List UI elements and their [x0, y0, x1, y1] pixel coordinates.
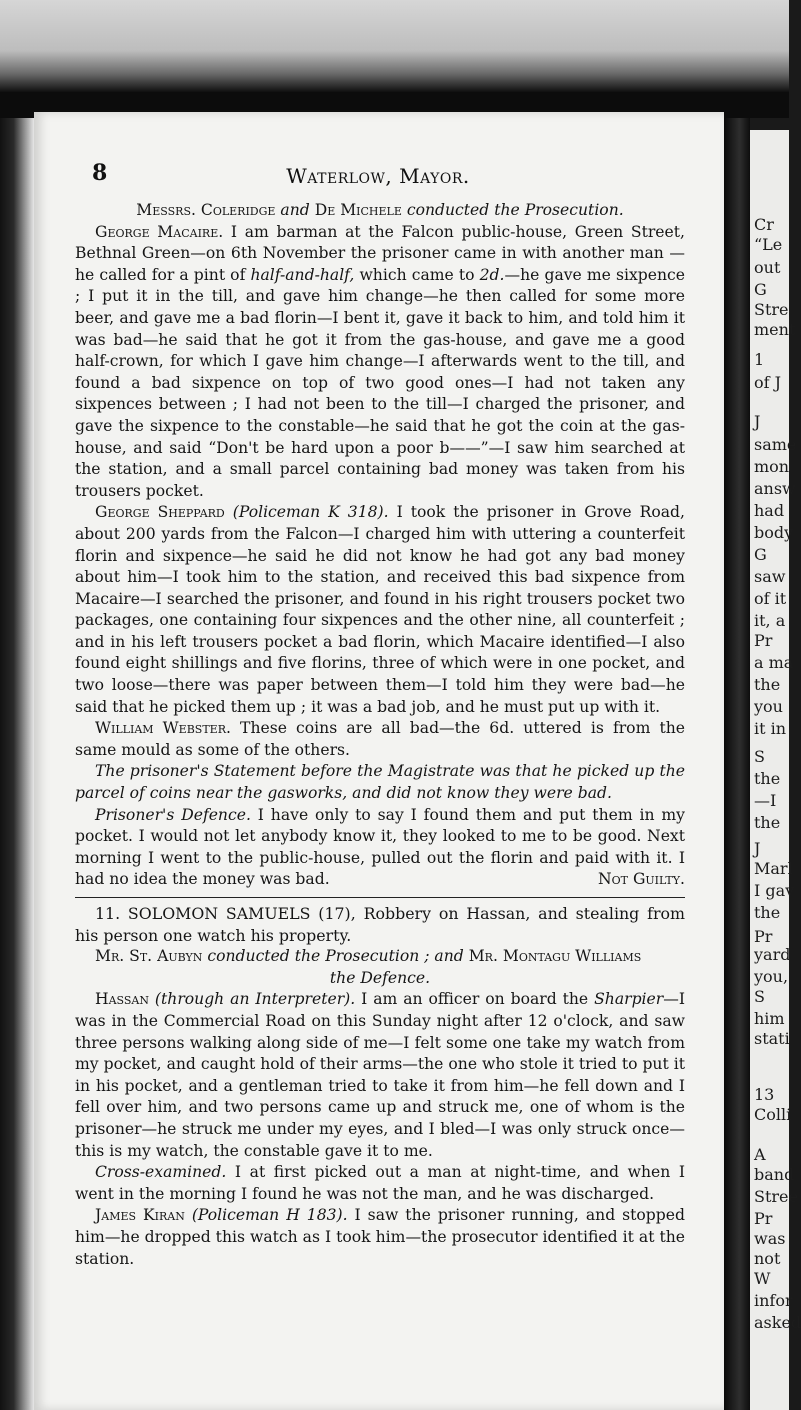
adjacent-page-text: had	[754, 501, 785, 520]
adjacent-page-text: infor	[754, 1291, 793, 1310]
adjacent-page-text: answ	[754, 479, 796, 498]
adjacent-page-text: G	[754, 280, 767, 299]
prisoner-statement: The prisoner's Statement before the Magistrate was that he picked up the parcel of coins near the gasworks, and did not know they were bad.	[75, 762, 685, 803]
adjacent-page-text: Pr	[754, 1209, 773, 1228]
adjacent-page-text: “Le	[754, 235, 783, 254]
counsel-note-cont: the Defence.	[329, 968, 431, 987]
adjacent-page-text: J	[754, 412, 761, 431]
adjacent-page-text: A	[754, 1145, 766, 1164]
prosecution-note: Messrs. Coleridge and De Michele conducted the Prosecution.	[136, 201, 624, 219]
adjacent-page-text: yard	[754, 945, 791, 964]
counsel-note: Mr. St. Aubyn conducted the Prosecution ; and Mr. Montagu Williams	[95, 947, 642, 966]
book-gutter	[724, 118, 750, 1410]
adjacent-page-text: Cr	[754, 215, 774, 234]
testimony-webster: William Webster. These coins are all bad—the 6d. uttered is from the same mould as some of the others.	[75, 719, 685, 759]
testimony-macaire: George Macaire. I am barman at the Falcon public-house, Green Street, Bethnal Green—on 6th November the prisoner came in with another man —he called for a pint of half-and-half, which came to 2d.—he gave me sixpence ; I put it in the till, and gave him change—he then called for some more beer, and gave me a bad florin—I bent it, gave it back to him, and told him it was bad—he said that he got it from the gas-house, and gave me a good half-crown, for which I gave him change—I afterwards went to the till, and found a bad sixpence on top of two good ones—I had not taken any sixpences between ; I had not been to the till—I charged the prisoner, and gave the sixpence to the constable—he said that he got the coin at the gas-house, and said “Don't be hard upon a poor b——”—I saw him searched at the station, and a small parcel containing bad money was taken from his trousers pocket.	[75, 222, 685, 500]
adjacent-page-text: Stre	[754, 300, 789, 319]
adjacent-page-text: mon	[754, 457, 790, 476]
cross-examination: Cross-examined. I at first picked out a man at night-time, and when I went in the morning I found he was not the man, and he was discharged.	[75, 1163, 685, 1203]
adjacent-page-text: the	[754, 769, 781, 788]
adjacent-page-text: body	[754, 523, 794, 542]
adjacent-page-text: the	[754, 903, 781, 922]
page-left-edge	[0, 118, 34, 1410]
adjacent-page-text: you,	[754, 967, 789, 986]
witness-name: William Webster.	[95, 719, 231, 738]
adjacent-page-text: saw	[754, 567, 786, 586]
adjacent-page-text: of it	[754, 589, 787, 608]
testimony-kiran: James Kiran (Policeman H 183). I saw the prisoner running, and stopped him—he dropped this watch as I took him—the prosecutor identified it at the station.	[75, 1206, 685, 1268]
adjacent-page-text: of J	[754, 373, 782, 392]
verdict: Not Guilty.	[598, 870, 685, 889]
adjacent-page-text: you	[754, 697, 783, 716]
adjacent-page-text: S	[754, 747, 765, 766]
adjacent-page-text: Stree	[754, 1187, 798, 1206]
page-number: 8	[92, 160, 108, 186]
adjacent-page-text: Marl	[754, 859, 793, 878]
adjacent-page-text: it, a	[754, 611, 786, 630]
witness-name: Hassan	[95, 990, 149, 1009]
page-body	[75, 200, 685, 1270]
witness-name: James Kiran	[95, 1206, 185, 1225]
adjacent-page-text: the	[754, 675, 781, 694]
adjacent-page-fragment	[750, 130, 801, 1410]
case-heading: 11. SOLOMON SAMUELS (17), Robbery on Hassan, and stealing from his person one watch his property.	[75, 904, 686, 945]
prisoner-defence: Prisoner's Defence. I have only to say I found them and put them in my pocket. I would not let anybody know it, they looked to me to be good. Next morning I went to the public-house, pulled out the florin and paid with it. I had no idea the money was bad. Not Guilty.	[75, 805, 685, 891]
adjacent-page-text: G	[754, 545, 767, 564]
adjacent-page-text: Colli	[754, 1105, 792, 1124]
witness-name: George Macaire.	[95, 222, 224, 241]
adjacent-page-text: 13	[754, 1085, 775, 1104]
adjacent-page-text: it in	[754, 719, 787, 738]
witness-name: George Sheppard	[95, 503, 225, 522]
adjacent-page-text: not	[754, 1249, 781, 1268]
case-divider	[75, 897, 685, 898]
adjacent-page-text: 1	[754, 350, 765, 369]
adjacent-page-text: Pr	[754, 631, 773, 650]
scan-background-top	[0, 0, 789, 92]
adjacent-page-text: was	[754, 1229, 786, 1248]
adjacent-page-text: band	[754, 1165, 795, 1184]
adjacent-page-text: same	[754, 435, 797, 454]
adjacent-page-text: the	[754, 813, 781, 832]
testimony-hassan: Hassan (through an Interpreter). I am an officer on board the Sharpier—I was in the Commercial Road on this Sunday night after 12 o'clock, and saw three persons walking along side of me—I felt some one take my watch from my pocket, and caught hold of their arms—the one who stole it tried to put it in his pocket, and a gentleman tried to take it from him—he fell down and I fell over him, and two persons came up and struck me, one of whom is the prisoner—he struck me under my eyes, and I bled—I was only struck once—this is my watch, the constable gave it to me.	[75, 990, 685, 1160]
adjacent-page-text: W	[754, 1269, 771, 1288]
adjacent-page-text: S	[754, 987, 765, 1006]
adjacent-page-text: stati	[754, 1029, 790, 1048]
adjacent-page-text: I gav	[754, 881, 795, 900]
adjacent-page-text: asked	[754, 1313, 801, 1332]
adjacent-page-text: —I	[754, 791, 777, 810]
adjacent-page-text: out	[754, 258, 781, 277]
adjacent-page-text: Pr	[754, 927, 773, 946]
page-header	[58, 160, 698, 194]
running-head: Waterlow, Mayor.	[286, 164, 470, 188]
adjacent-page-text: him	[754, 1009, 785, 1028]
adjacent-page-text: J	[754, 839, 761, 858]
testimony-sheppard: George Sheppard (Policeman K 318). I took the prisoner in Grove Road, about 200 yards from the Falcon—I charged him with uttering a counterfeit florin and sixpence—he said he did not know he had got any bad money about him—I took him to the station, and received this bad sixpence from Macaire—I searched the prisoner, and found in his right trousers pocket two packages, one containing four sixpences and the other nine, all counterfeit ; and in his left trousers pocket a bad florin, which Macaire identified—I also found eight shillings and five florins, three of which were in one pocket, and two loose—there was paper between them—I told him they were bad—he said that he picked them up ; it was a bad job, and he must put up with it.	[75, 503, 685, 716]
adjacent-page-text: ment	[754, 320, 796, 339]
adjacent-page-text: a ma	[754, 653, 794, 672]
